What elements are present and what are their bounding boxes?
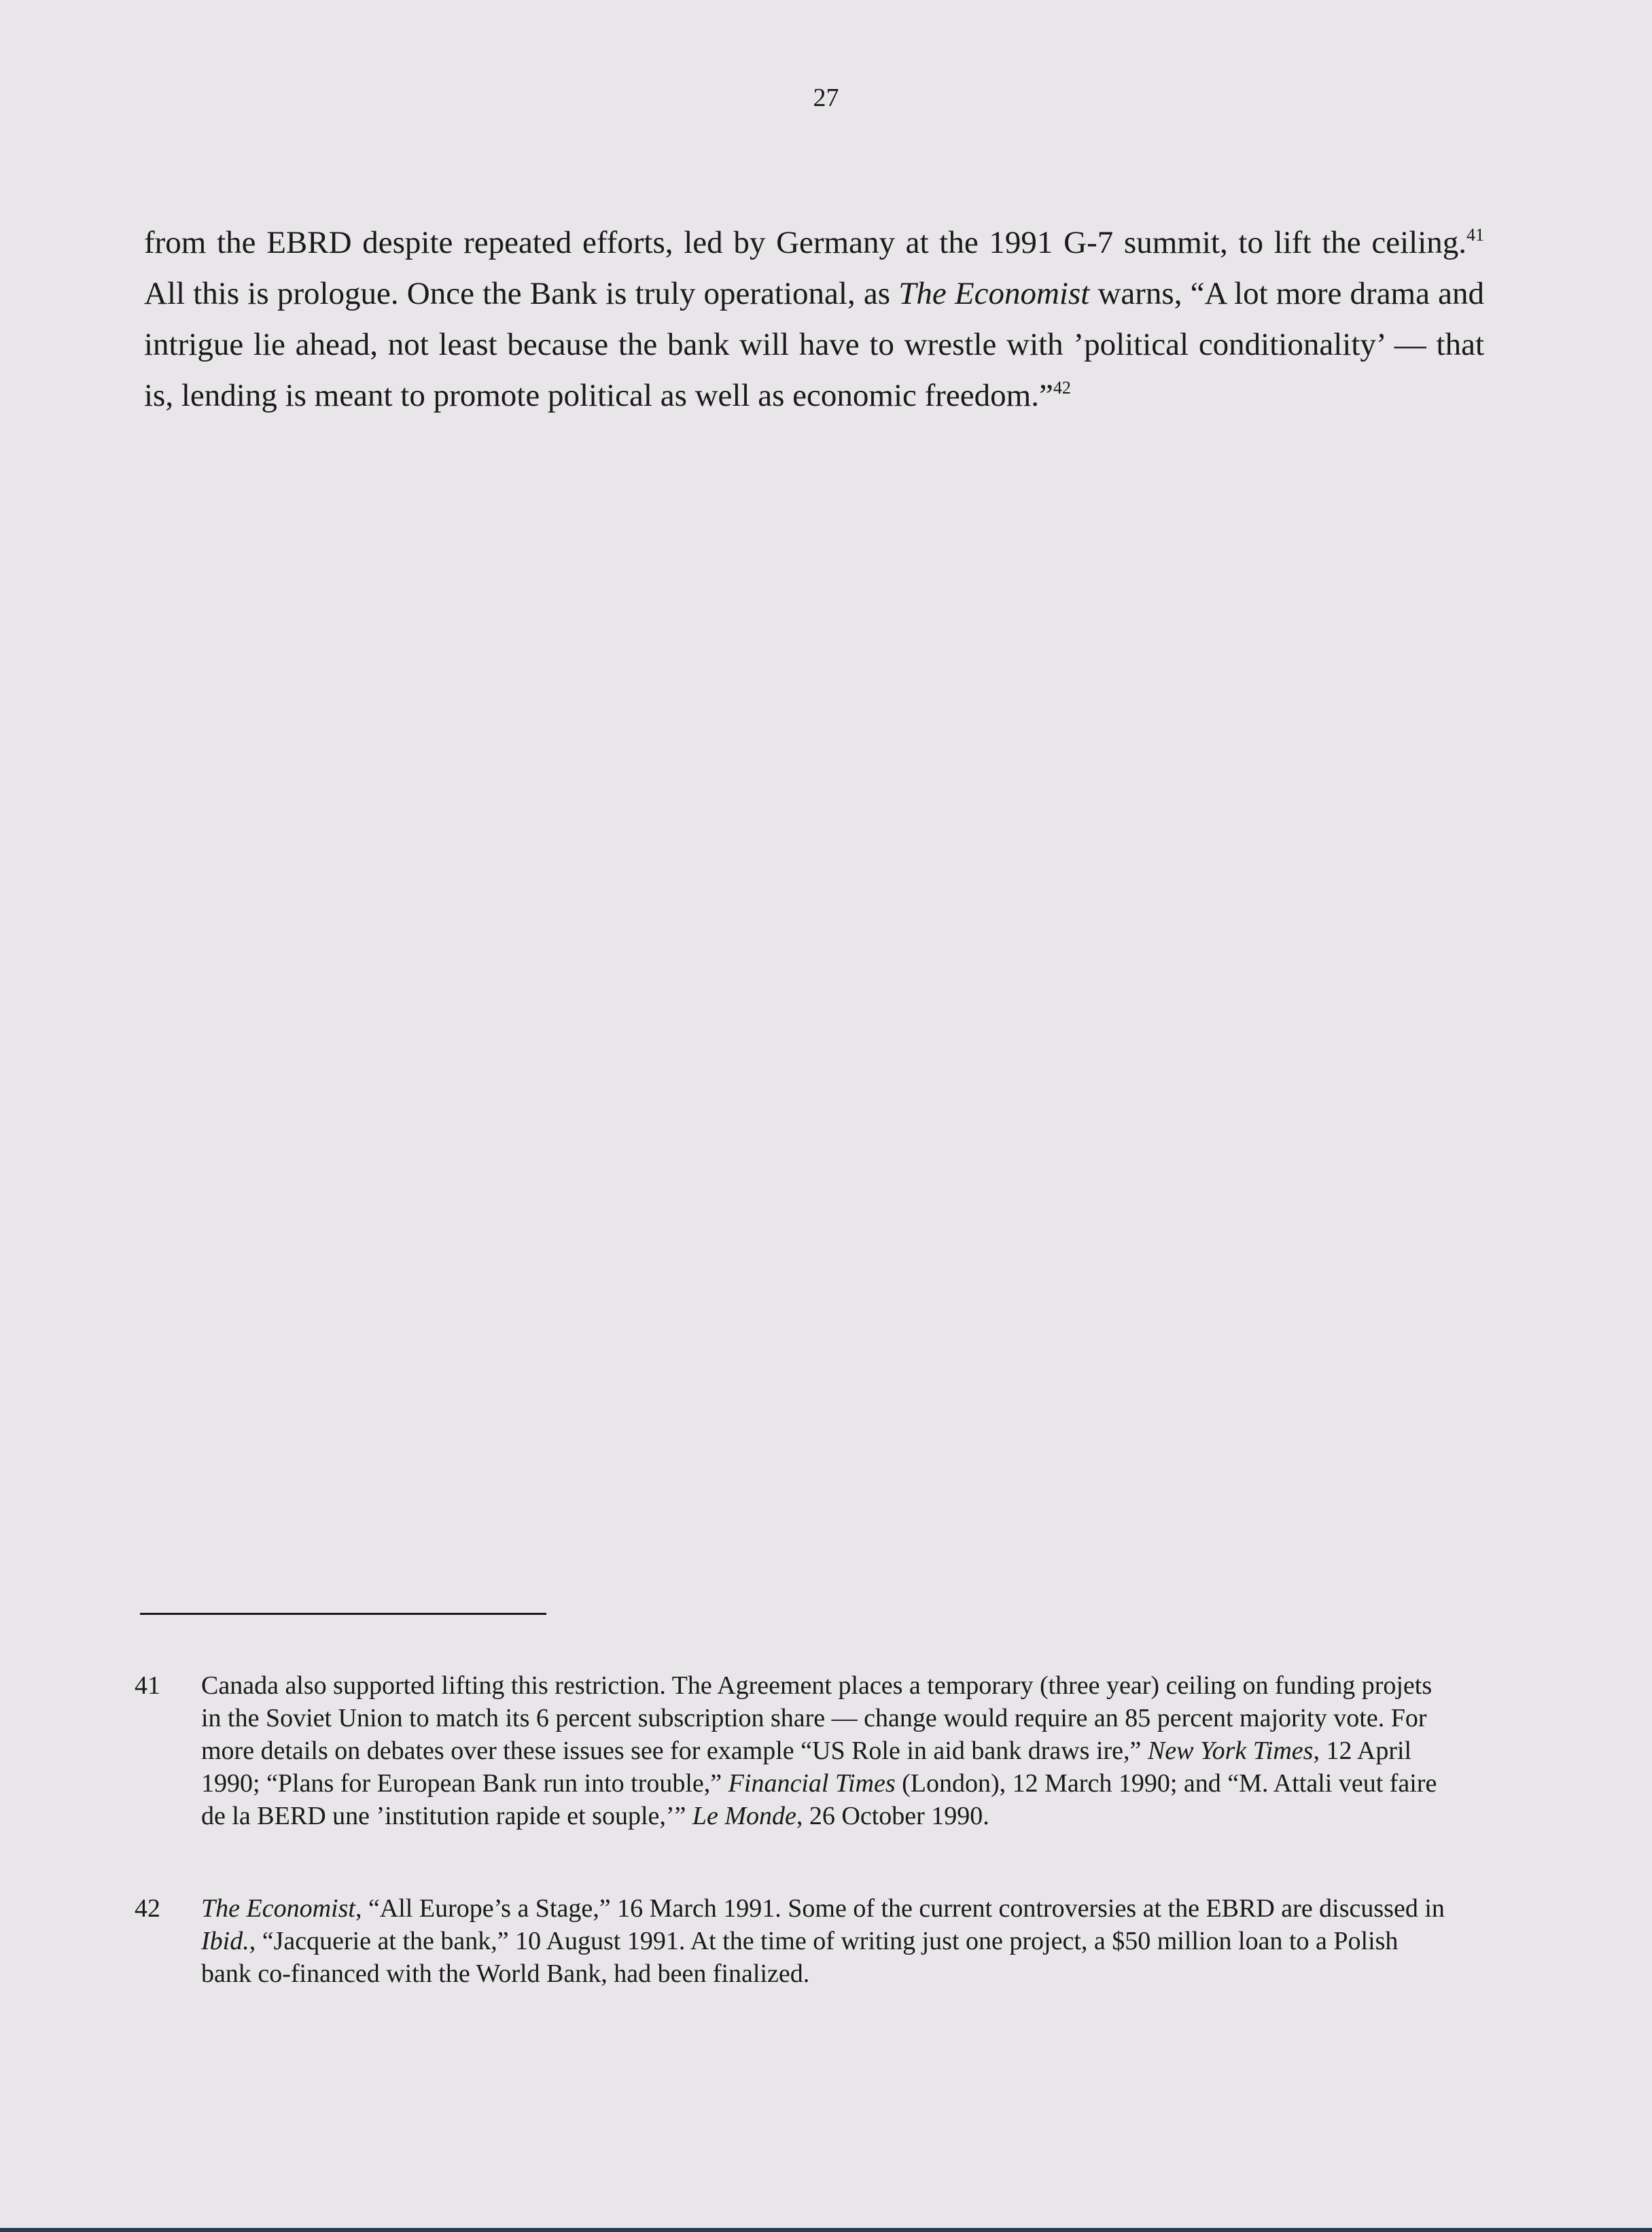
footnote-42	[135, 1892, 1453, 1990]
publication-title: Financial Times	[728, 1769, 896, 1798]
footnote-41	[135, 1669, 1453, 1832]
footnote-number: 41	[135, 1671, 160, 1700]
citation-ibid: Ibid.	[201, 1927, 249, 1955]
body-text-segment: warns, “A lot more drama and intrigue lie ahead, not least because the bank will have to wrestle with ’political conditionality’ — that is, lending is meant to promote political as well as economic freedom.”	[144, 276, 1485, 413]
footnote-number: 42	[135, 1894, 160, 1923]
footnote-text-segment: , 12 April 1990; “Plans for European Bank run into trouble,”	[201, 1737, 1412, 1798]
body-paragraph	[144, 217, 1484, 421]
footnote-text-segment: , 26 October 1990.	[796, 1802, 989, 1830]
footnote-text-segment: (London), 12 March 1990; and “M. Attali veut faire de la BERD une ’institution rapide et souple,’”	[201, 1769, 1437, 1830]
footnote-text-segment: Canada also supported lifting this restriction. The Agreement places a temporary (three year) ceiling on funding projets in the Soviet Union to match its 6 percent subscription share — change would require an 85 percent majority vote. For more details on debates over these issues see for example “US Role in aid bank draws ire,”	[201, 1671, 1433, 1765]
footnote-ref-41[interactable]: 41	[1466, 225, 1484, 245]
footnote-text	[201, 1892, 1453, 1990]
publication-title: New York Times	[1147, 1737, 1314, 1765]
footnote-text	[201, 1669, 1453, 1832]
body-text-segment: All this is prologue. Once the Bank is truly operational, as	[144, 276, 899, 311]
scan-edge	[0, 2228, 1652, 2232]
body-text-segment: from the EBRD despite repeated efforts, led by Germany at the 1991 G-7 summit, to lift the ceiling.	[144, 225, 1466, 260]
footnote-text-segment: , “All Europe’s a Stage,” 16 March 1991. Some of the current controversies at the EBRD are discussed in	[355, 1894, 1445, 1923]
publication-title: The Economist	[201, 1894, 355, 1923]
publication-title: Le Monde	[692, 1802, 796, 1830]
footnote-divider	[140, 1613, 546, 1615]
page-number: 27	[813, 84, 839, 112]
footnote-ref-42[interactable]: 42	[1053, 378, 1071, 398]
footnote-text-segment: , “Jacquerie at the bank,” 10 August 1991. At the time of writing just one project, a $50 million loan to a Polish bank co-financed with the World Bank, had been finalized.	[201, 1927, 1399, 1988]
publication-title: The Economist	[898, 276, 1090, 311]
